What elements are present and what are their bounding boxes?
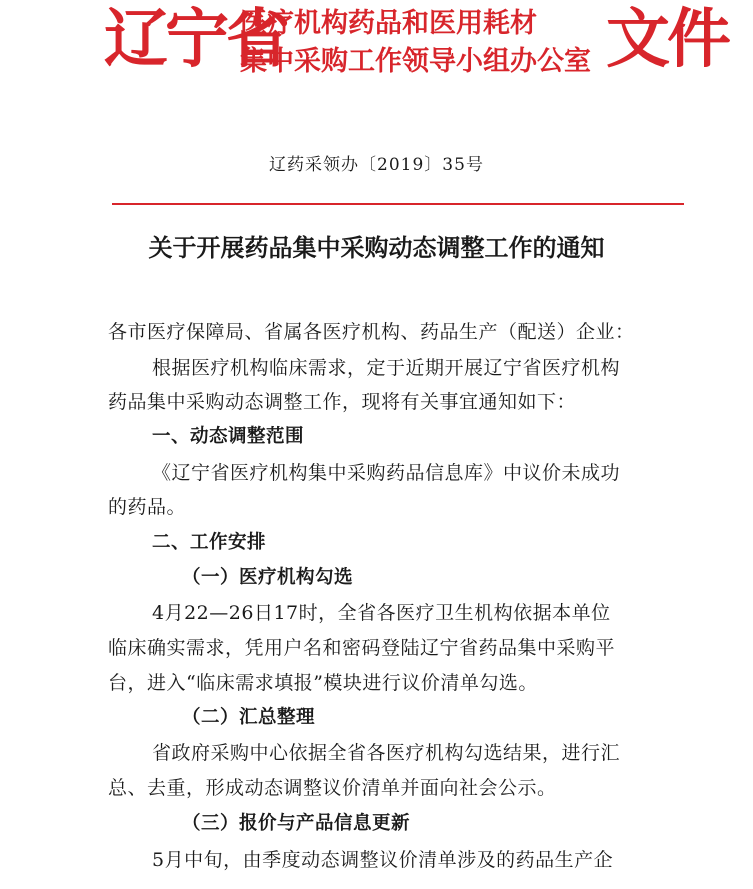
body-line: 的药品。 xyxy=(108,496,187,518)
body-line: 根据医疗机构临床需求，定于近期开展辽宁省医疗机构 xyxy=(152,357,621,379)
header-office-line1: 医疗机构药品和医用耗材 xyxy=(240,8,537,39)
header-province: 辽宁省 xyxy=(104,3,287,77)
body-line-addressees: 各市医疗保障局、省属各医疗机构、药品生产（配送）企业： xyxy=(108,321,635,343)
section-heading: 二、工作安排 xyxy=(152,532,267,553)
body-line: 临床确实需求，凭用户名和密码登陆辽宁省药品集中采购平 xyxy=(108,637,616,659)
body-line: 4月22—26日17时，全省各医疗卫生机构依据本单位 xyxy=(152,602,611,624)
red-divider xyxy=(112,203,684,205)
body-line: 总、去重，形成动态调整议价清单并面向社会公示。 xyxy=(108,777,557,799)
subsection-heading: （二）汇总整理 xyxy=(182,707,316,728)
subsection-heading: （一）医疗机构勾选 xyxy=(182,567,354,588)
header-document-word: 文件 xyxy=(606,3,728,77)
document-header xyxy=(0,0,753,110)
body-line: 药品集中采购动态调整工作，现将有关事宜通知如下： xyxy=(108,391,577,413)
section-heading: 一、动态调整范围 xyxy=(152,426,305,447)
document-title: 关于开展药品集中采购动态调整工作的通知 xyxy=(148,234,605,262)
body-line: 省政府采购中心依据全省各医疗机构勾选结果，进行汇 xyxy=(152,742,621,764)
body-line: 5月中旬，由季度动态调整议价清单涉及的药品生产企 xyxy=(152,849,614,871)
body-line: 《辽宁省医疗机构集中采购药品信息库》中议价未成功 xyxy=(152,462,621,484)
body-line: 台，进入“临床需求填报”模块进行议价清单勾选。 xyxy=(108,672,538,694)
document-number: 辽药采领办〔2019〕35号 xyxy=(269,155,484,175)
subsection-heading: （三）报价与产品信息更新 xyxy=(182,813,411,834)
header-office-line2: 集中采购工作领导小组办公室 xyxy=(240,46,591,77)
